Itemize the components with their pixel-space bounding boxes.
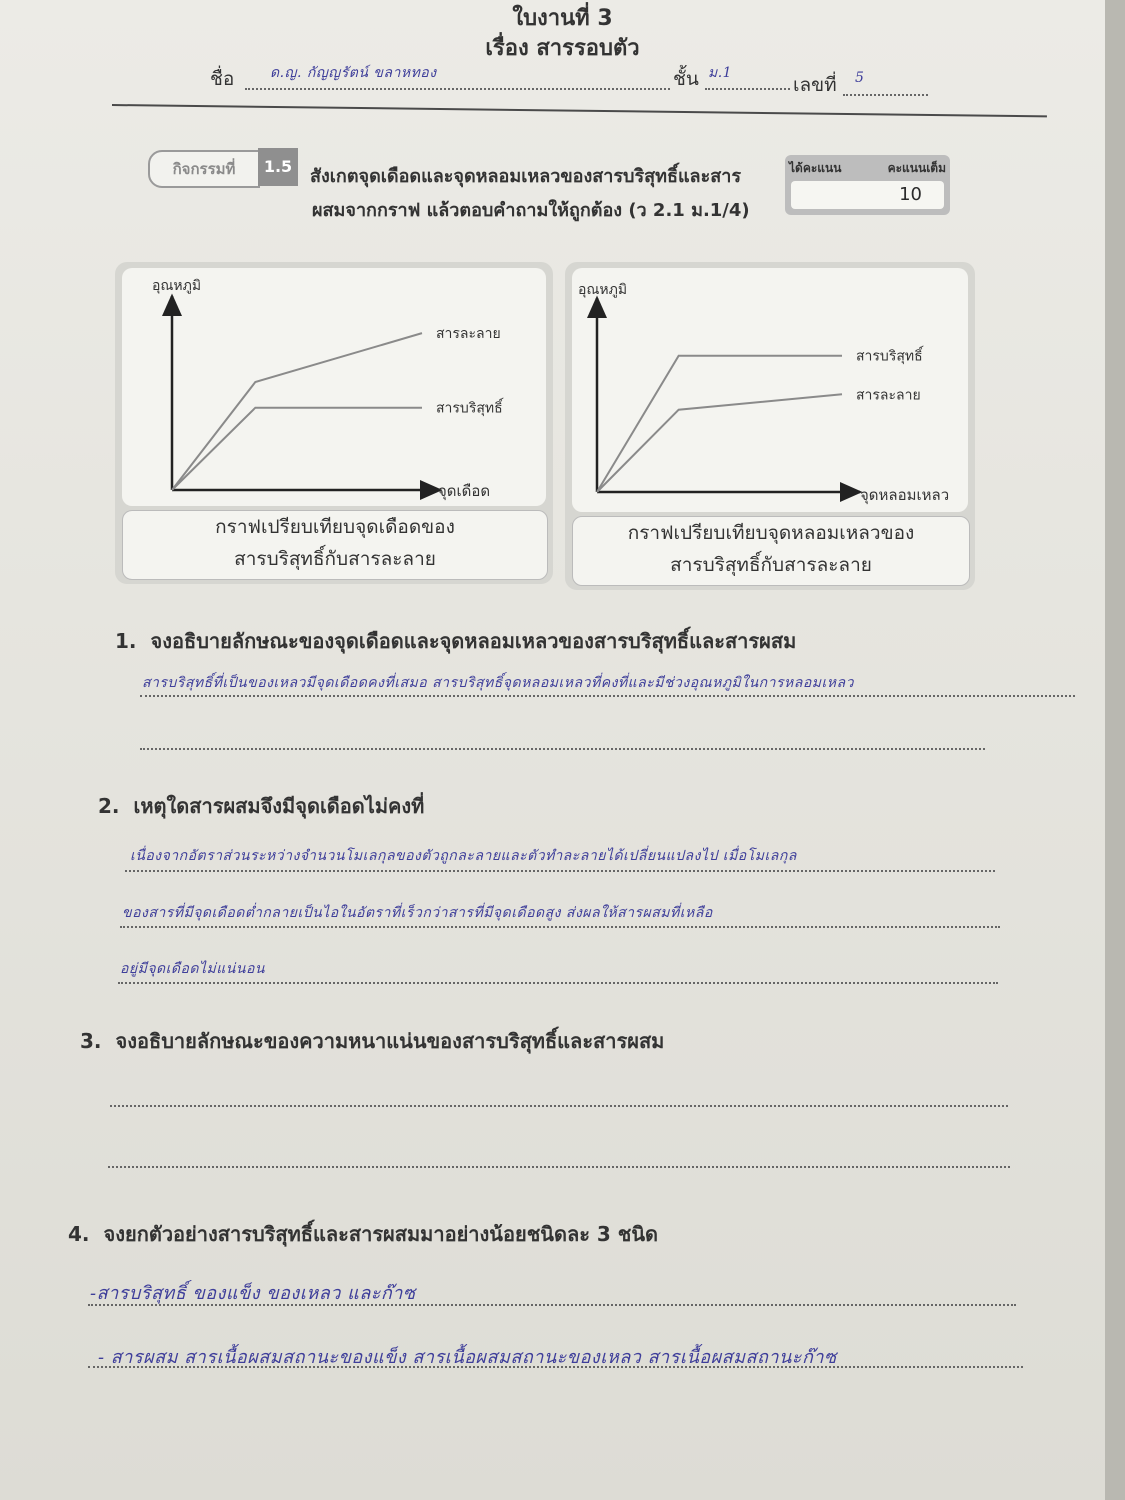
number-value: 5 <box>855 70 865 86</box>
question-3 <box>80 1025 664 1057</box>
score-got-label: ได้คะแนน <box>789 161 842 175</box>
chart-caption-melting-line1: กราฟเปรียบเทียบจุดหลอมเหลวของ <box>627 522 915 544</box>
number-label: เลขที่ <box>793 74 837 96</box>
series-line-1 <box>597 356 842 492</box>
question-4-answer-line2: - สารผสม สารเนื้อผสมสถานะของแข็ง สารเนื้อผสมสถานะของเหลว สารเนื้อผสมสถานะก๊าซ <box>98 1347 837 1368</box>
series-label-1: สารบริสุทธิ์ <box>856 348 923 365</box>
y-axis-label: อุณหภูมิ <box>578 282 628 298</box>
answer-line <box>125 870 995 872</box>
answer-line <box>110 1105 1008 1107</box>
worksheet-topic: เรื่อง สารรอบตัว <box>485 36 640 61</box>
question-3-text: จงอธิบายลักษณะของความหนาแน่นของสารบริสุทธิ์และสารผสม <box>115 1029 665 1053</box>
name-label: ชื่อ <box>210 68 235 90</box>
answer-line <box>88 1366 1023 1368</box>
question-4-text: จงยกตัวอย่างสารบริสุทธิ์และสารผสมมาอย่างน้อยชนิดละ 3 ชนิด <box>103 1222 659 1246</box>
chart-caption-melting <box>572 516 970 586</box>
question-2-answer-line3: อยู่มีจุดเดือดไม่แน่นอน <box>120 961 265 977</box>
x-axis-label: จุดเดือด <box>438 482 491 500</box>
x-axis-label: จุดหลอมเหลว <box>860 486 950 504</box>
question-2 <box>98 790 424 822</box>
answer-line <box>140 748 985 750</box>
question-1 <box>115 625 796 657</box>
activity-title-line1: สังเกตจุดเดือดและจุดหลอมเหลวของสารบริสุทธิ์และสาร <box>310 166 742 187</box>
name-value: ด.ญ. กัญญรัตน์ ขลาหทอง <box>270 65 437 81</box>
question-1-answer-line1: สารบริสุทธิ์ที่เป็นของเหลวมีจุดเดือดคงที่เสมอ สารบริสุทธิ์จุดหลอมเหลวที่คงที่และมีช่วงอุณหภูมิในการหลอมเหลว <box>142 675 854 691</box>
series-line-1 <box>172 333 422 490</box>
series-label-1: สารละลาย <box>436 326 501 343</box>
question-2-answer-line2: ของสารที่มีจุดเดือดต่ำกลายเป็นไอในอัตราที่เร็วกว่าสารที่มีจุดเดือดสูง ส่งผลให้สารผสมที่เหลือ <box>122 905 713 921</box>
activity-title-line2: ผสมจากกราฟ แล้วตอบคำถามให้ถูกต้อง (ว 2.1 ม.1/4) <box>312 200 750 221</box>
question-4 <box>68 1218 658 1250</box>
chart-caption-boiling-line2: สารบริสุทธิ์กับสารละลาย <box>234 548 436 570</box>
question-4-answer-line1: -สารบริสุทธิ์ ของแข็ง ของเหลว และก๊าซ <box>90 1283 416 1304</box>
answer-line <box>140 695 1075 697</box>
series-line-2 <box>597 394 842 492</box>
series-label-2: สารบริสุทธิ์ <box>436 400 503 417</box>
chart-boiling <box>152 278 504 501</box>
answer-line <box>120 926 1000 928</box>
answer-line <box>118 982 998 984</box>
chart-caption-boiling <box>122 510 548 580</box>
question-1-number: 1. <box>115 629 137 653</box>
question-2-text: เหตุใดสารผสมจึงมีจุดเดือดไม่คงที่ <box>133 794 425 818</box>
question-1-text: จงอธิบายลักษณะของจุดเดือดและจุดหลอมเหลวของสารบริสุทธิ์และสารผสม <box>150 629 797 653</box>
class-value: ม.1 <box>708 65 733 81</box>
answer-line <box>108 1166 1010 1168</box>
chart-melting <box>578 282 949 505</box>
activity-tag: กิจกรรมที่ <box>148 150 260 188</box>
series-label-2: สารละลาย <box>856 387 921 404</box>
answer-line <box>88 1304 1016 1306</box>
score-full-value: 10 <box>791 181 944 209</box>
chart-caption-boiling-line1: กราฟเปรียบเทียบจุดเดือดของ <box>215 516 455 538</box>
question-2-answer-line1: เนื่องจากอัตราส่วนระหว่างจำนวนโมเลกุลของตัวถูกละลายและตัวทำละลายได้เปลี่ยนแปลงไป เมื่อโมเลกุล <box>130 848 797 864</box>
worksheet-number: ใบงานที่ 3 <box>512 6 613 31</box>
activity-number: 1.5 <box>258 148 298 186</box>
question-3-number: 3. <box>80 1029 102 1053</box>
class-label: ชั้น <box>673 68 699 90</box>
question-2-number: 2. <box>98 794 120 818</box>
question-4-number: 4. <box>68 1222 90 1246</box>
chart-caption-melting-line2: สารบริสุทธิ์กับสารละลาย <box>670 554 872 576</box>
score-full-label: คะแนนเต็ม <box>887 161 946 175</box>
series-line-2 <box>172 408 422 490</box>
y-axis-label: อุณหภูมิ <box>152 278 202 294</box>
